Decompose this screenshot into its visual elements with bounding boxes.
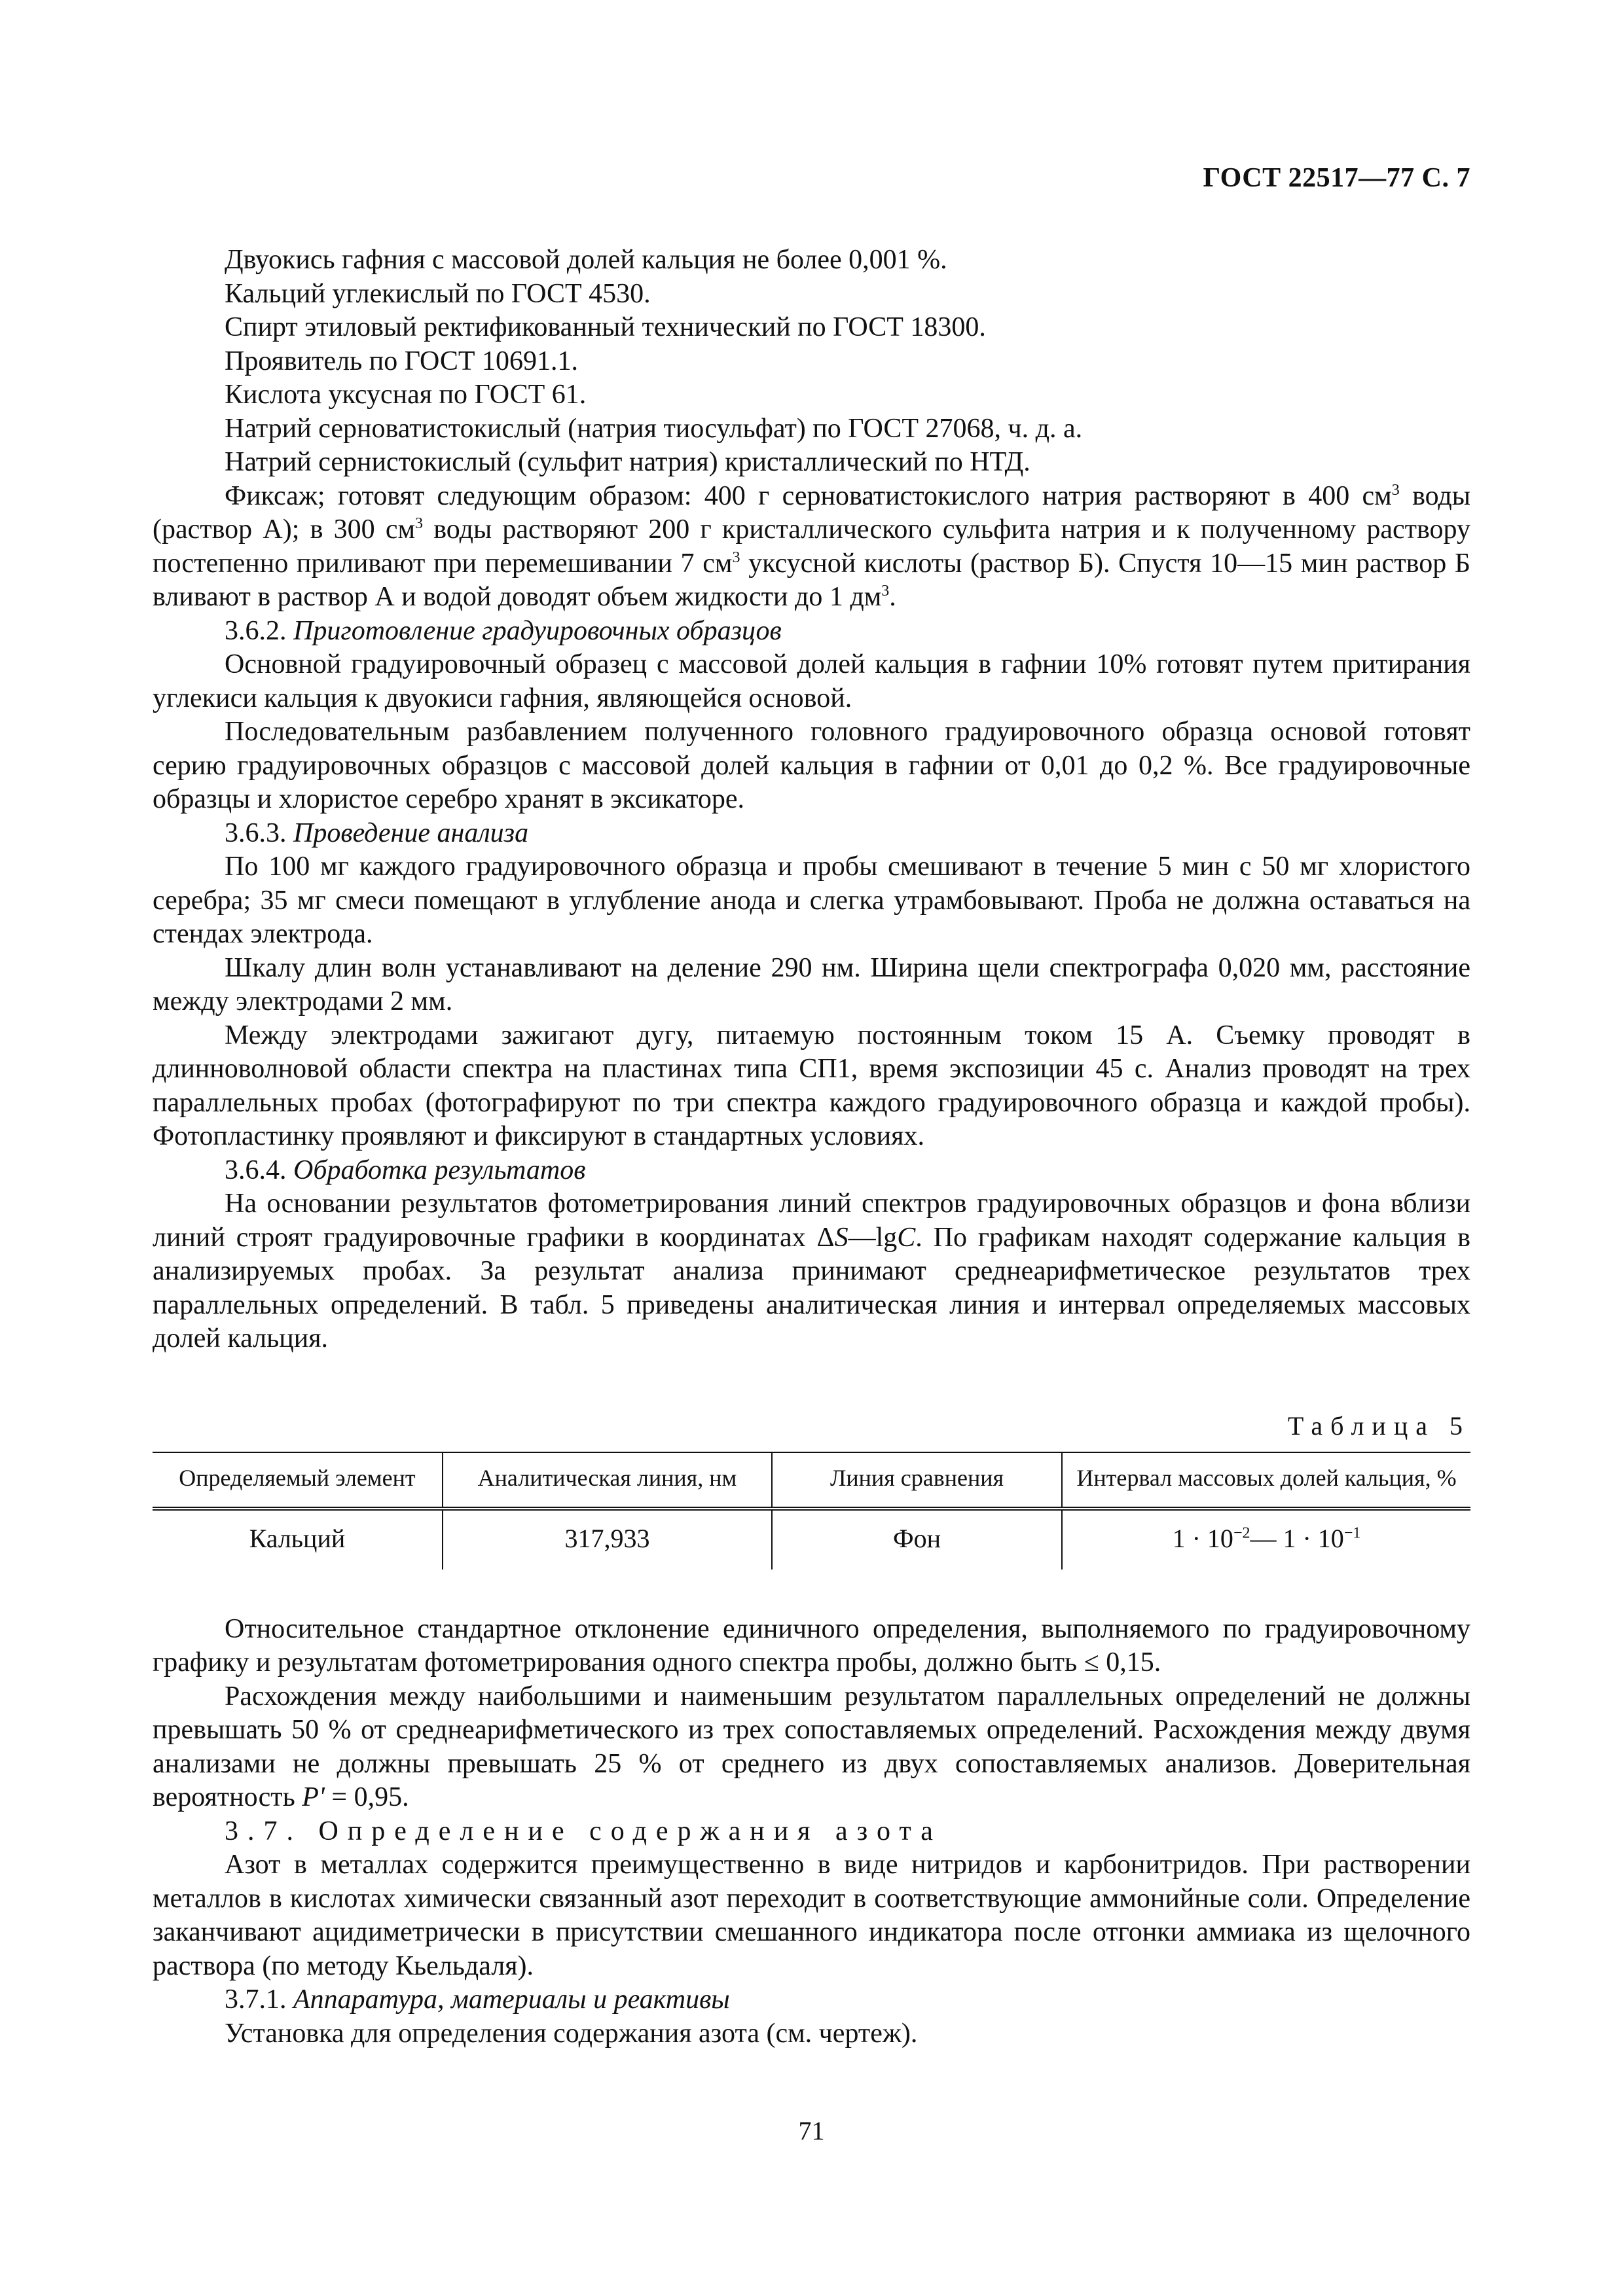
table-header-row — [153, 1452, 1470, 1509]
paragraph: Проявитель по ГОСТ 10691.1. — [225, 346, 578, 376]
column-header: Линия сравнения — [772, 1452, 1062, 1509]
fixage-paragraph: Фиксаж; готовят следующим образом: 400 г серноватистокислого натрия растворяют в 400 $см^3$ воды (раствор А); в 300 $см^3$ воды растворяют 200 г кристаллического сульфита натрия и к полученному раствору постепенно приливают при перемешивании 7 $см^3$ уксусной кислоты (раствор Б). Спустя 10—15 мин раствор Б вливают в раствор А и водой доводят объем жидкости до 1 $дм^3$. — [153, 480, 1471, 612]
page-number: 71 — [798, 2116, 825, 2145]
paragraph: На основании результатов фотометрирования линий спектров градуировочных образцов и фона вблизи линий строят градуировочные графики в координатах ΔS—lgC. По графикам находят содержание кальция в анализируемых пробах. За результат анализа принимают среднеарифметическое результатов трех параллельных определений. В табл. 5 приведены аналитическая линия и интервал определяемых массовых долей кальция. — [153, 1189, 1470, 1354]
paragraph: Между электродами зажигают дугу, питаемую постоянным током 15 А. Съемку проводят в длинноволновой области спектра на пластинах типа СП1, время экспозиции 45 с. Анализ проводят на трех параллельных пробах (фотографируют по три спектра каждого градуировочного образца и каждой пробы). Фотопластинку проявляют и фиксируют в стандартных условиях. — [153, 1020, 1470, 1151]
cell-element: Кальций — [249, 1523, 346, 1553]
paragraph: Относительное стандартное отклонение единичного определения, выполняемого по градуировочному графику и результатам фотометрирования одного спектра пробы, должно быть ≤ 0,15. — [153, 1613, 1470, 1677]
section-heading-3-7: 3.7. Определение содержания азота — [225, 1816, 942, 1846]
paragraph: Двуокись гафния с массовой долей кальция не более 0,001 %. — [225, 245, 947, 275]
section-heading-3-7-1: 3.7.1. Аппаратура, материалы и реактивы — [225, 1984, 730, 2015]
cell-comparison-line: Фон — [772, 1509, 1062, 1570]
paragraph: Натрий серноватистокислый (натрия тиосульфат) по ГОСТ 27068, ч. д. а. — [225, 413, 1083, 444]
page-header: ГОСТ 22517—77 С. 7 — [1203, 163, 1470, 193]
paragraph: Азот в металлах содержится преимущественно в виде нитридов и карбонитридов. При растворении металлов в кислотах химически связанный азот переходит в соответствующие аммонийные соли. Определение заканчивают ацидиметрически в присутствии смешанного индикатора после отгонки аммиака из щелочного раствора (по методу Кьельдаля). — [153, 1850, 1470, 1981]
column-header: Аналитическая линия, нм — [443, 1452, 772, 1509]
section-heading-3-6-2: 3.6.2. Приготовление градуировочных образцов — [225, 615, 782, 646]
paragraph: Кислота уксусная по ГОСТ 61. — [225, 380, 587, 410]
section-heading-3-6-4: 3.6.4. Обработка результатов — [225, 1155, 586, 1185]
column-header: Интервал массовых долей кальция, % — [1062, 1452, 1470, 1509]
paragraph: Установка для определения содержания азота (см. чертеж). — [225, 2018, 918, 2049]
paragraph: Шкалу длин волн устанавливают на деление 290 нм. Ширина щели спектрографа 0,020 мм, расстояние между электродами 2 мм. — [153, 952, 1470, 1016]
table-row — [153, 1509, 1470, 1570]
paragraph: Последовательным разбавлением полученного головного градуировочного образца основой готовят серию градуировочных образцов с массовой долей кальция в гафнии от 0,01 до 0,2 %. Все градуировочные образцы и хлористое серебро хранят в эксикаторе. — [153, 717, 1470, 814]
after-table-block — [153, 1613, 1470, 2051]
paragraph: Расхождения между наибольшими и наименьшим результатом параллельных определений не должны превышать 50 % от среднеарифметического из трех сопоставляемых определений. Расхождения между двумя анализами не должны превышать 25 % от среднего из двух сопоставляемых анализов. Доверительная вероятность P' = 0,95. — [153, 1681, 1470, 1812]
column-header: Определяемый элемент — [153, 1452, 443, 1509]
paragraph: Спирт этиловый ректификованный технический по ГОСТ 18300. — [225, 312, 986, 342]
paragraph: По 100 мг каждого градуировочного образца и пробы смешивают в течение 5 мин с 50 мг хлористого серебра; 35 мг смеси помещают в углубление анода и слегка утрамбовывают. Проба не должна оставаться на стендах электрода. — [153, 852, 1470, 949]
cell-range: $1 \cdot 10^{-2}—$ $1 \cdot 10^{-1}$ — [1062, 1509, 1470, 1570]
paragraph: Натрий сернистокислый (сульфит натрия) кристаллический по НТД. — [225, 447, 1030, 477]
paragraph: Кальций углекислый по ГОСТ 4530. — [225, 278, 651, 309]
table-caption: Таблица 5 — [1287, 1410, 1470, 1441]
paragraph: Основной градуировочный образец с массовой долей кальция в гафнии 10% готовят путем притирания углекиси кальция к двуокиси гафния, являющейся основой. — [153, 649, 1470, 713]
section-heading-3-6-3: 3.6.3. Проведение анализа — [225, 817, 529, 848]
cell-analytical-line: 317,933 — [443, 1509, 772, 1570]
document-body — [153, 243, 1470, 2051]
table-5 — [153, 1452, 1470, 1570]
